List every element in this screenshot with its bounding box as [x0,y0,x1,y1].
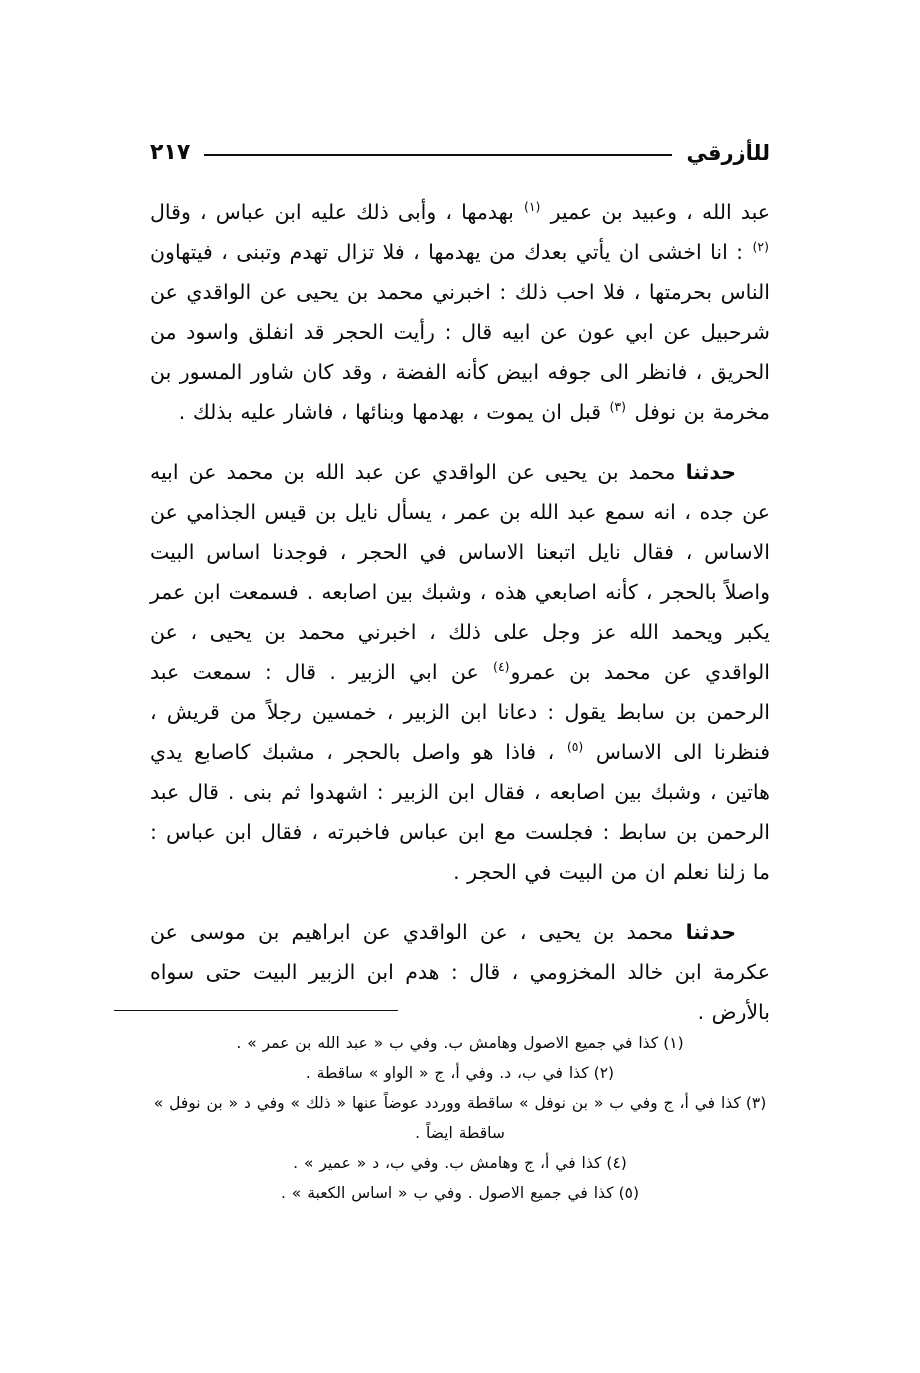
para1-segment-a: عبد الله ، وعبيد بن عمير [541,200,770,224]
footnote-separator-rule [114,1010,398,1011]
paragraph-2 [150,452,770,892]
para1-segment-b: بهدمها ، وأبى ذلك عليه ابن عباس ، وقال [150,200,523,224]
footnote-ref-3: (٣) [609,399,627,415]
footnote-block [150,1028,770,1208]
para2-segment-c: ، فاذا هو واصل بالحجر ، مشبك كاصابع يدي هاتين ، وشبك بين اصابعه ، فقال ابن الزبير : اشهدوا ثم بنى . قال عبد الرحمن بن سابط : فجلست مع ابن عباس فاخبرته ، فقال ابن عباس : ما زلنا نعلم ان من البيت في الحجر . [150,740,770,884]
footnote-marker: (٣) [745,1094,767,1112]
para1-segment-c: : انا اخشى ان يأتي بعدك من يهدمها ، فلا تزال تهدم وتبنى ، فيتهاون الناس بحرمتها ، فلا احب ذلك : اخبرني محمد بن يحيى عن الواقدي عن شرحبيل عن ابي عون عن ابيه قال : رأيت الحجر قد انفلق واسود من الحريق ، فانظر الى جوفه ابيض كأنه الفضة ، وقد كان شاور المسور بن مخرمة بن نوفل [150,240,770,424]
footnote-item [150,1148,770,1178]
footnote-text: كذا في أ، ج وفي ب « بن نوفل » ساقطة ووردد عوضاً عنها « ذلك » وفي د « بن نوفل » [153,1094,741,1112]
footnote-ref-5: (٥) [566,739,584,755]
footnote-marker: (٢) [593,1064,615,1082]
para2-segment-a: محمد بن يحيى عن الواقدي عن عبد الله بن محمد عن ابيه عن جده ، انه سمع عبد الله بن عمر ، يسأل نايل بن قيس الجذامي عن الاساس ، فقال نايل اتبعنا الاساس في الحجر ، فوجدنا اساس البيت واصلاً بالحجر ، كأنه اصابعي هذه ، وشبك بين اصابعه . فسمعت ابن عمر يكبر ويحمد الله عز وجل على ذلك ، اخبرني محمد بن يحيى ، عن الواقدي عن محمد بن عمرو [150,460,770,684]
page-number: ٢١٧ [150,140,191,165]
footnote-text: كذا في ب، د. وفي أ، ج « الواو » ساقطة . [305,1064,589,1082]
footnote-ref-1: (١) [523,199,541,215]
footnote-item [150,1058,770,1088]
footnote-item [150,1028,770,1058]
footnote-item [150,1088,770,1148]
footnote-text-continued: ساقطة ايضاً . [415,1124,505,1142]
footnote-text: كذا في أ، ج وهامش ب. وفي ب، د « عمير » . [293,1154,602,1172]
book-title-header: للأزرقي [686,140,770,165]
footnote-text: كذا في جميع الاصول وهامش ب. وفي ب « عبد الله بن عمر » . [236,1034,659,1052]
paragraph-1 [150,192,770,432]
footnote-marker: (٤) [606,1154,627,1172]
footnote-marker: (٥) [618,1184,640,1202]
footnote-marker: (١) [663,1034,684,1052]
footnote-ref-2: (٢) [752,239,769,255]
body-text-column [150,192,770,1032]
para3-lead-word: حدثنا [685,920,736,944]
para3-segment-a: محمد بن يحيى ، عن الواقدي عن ابراهيم بن موسى عن عكرمة ابن خالد المخزومي ، قال : هدم ابن الزبير البيت حتى سواه بالأرض . [150,920,770,1024]
header-divider-rule [204,154,672,156]
footnote-ref-4: (٤) [493,659,510,675]
para1-segment-d: قبل ان يموت ، بهدمها وبنائها ، فاشار عليه بذلك . [178,400,609,424]
footnote-item [150,1178,770,1208]
page-header [150,132,770,174]
footnote-text: كذا في جميع الاصول . وفي ب « اساس الكعبة » . [280,1184,614,1202]
paragraph-3 [150,912,770,1032]
para2-segment-b: عن ابي الزبير . قال : سمعت عبد الرحمن بن سابط يقول : دعانا ابن الزبير ، خمسين رجلاً من قريش ، فنظرنا الى الاساس [150,660,770,764]
para2-lead-word: حدثنا [685,460,736,484]
